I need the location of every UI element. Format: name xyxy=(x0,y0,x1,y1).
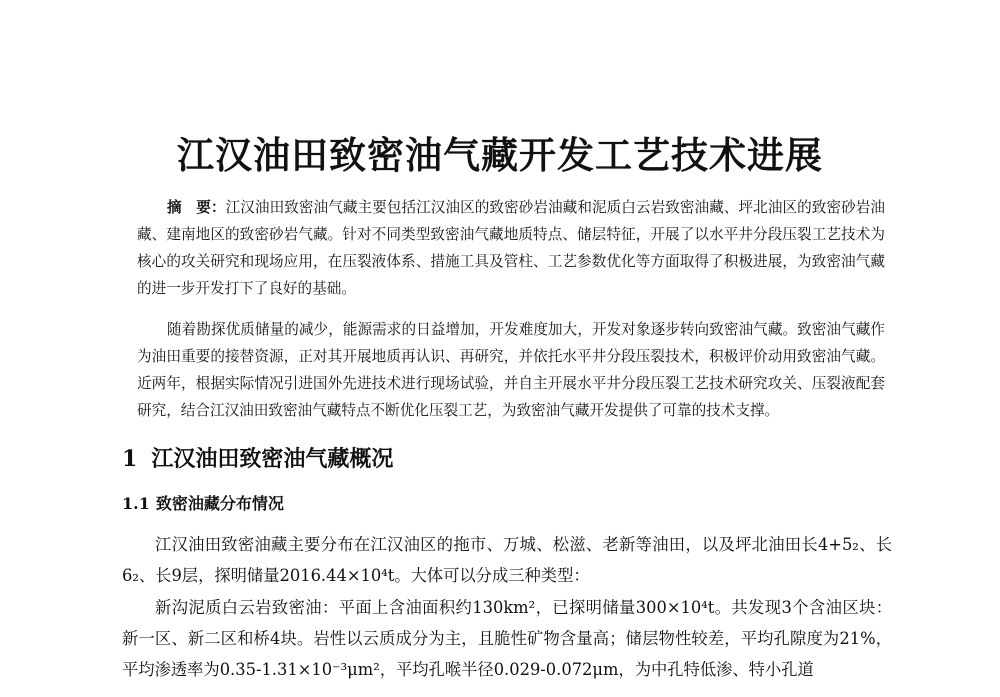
subsection-number: 1.1 xyxy=(122,494,150,513)
section-title: 江汉油田致密油气藏概况 xyxy=(151,446,394,472)
abstract xyxy=(137,194,885,302)
subsection-heading xyxy=(122,491,284,514)
intro-paragraph: 随着勘探优质储量的减少，能源需求的日益增加，开发难度加大，开发对象逐步转向致密油气藏。致密油气藏作为油田重要的接替资源，正对其开展地质再认识、再研究，并依托水平井分段压裂技术，积极评价动用致密油气藏。近两年，根据实际情况引进国外先进技术进行现场试验，并自主开展水平井分段压裂工艺技术研究攻关、压裂液配套研究，结合江汉油田致密油气藏特点不断优化压裂工艺，为致密油气藏开发提供了可靠的技术支撑。 xyxy=(137,321,885,419)
subsection-title: 致密油藏分布情况 xyxy=(155,494,284,513)
abstract-label: 摘 要： xyxy=(167,199,226,216)
body-paragraph: 江汉油田致密油藏主要分布在江汉油区的拖市、万城、松滋、老新等油田，以及坪北油田长4+5₂、长6₂、长9层，探明储量2016.44×10⁴t。大体可以分成三种类型： xyxy=(122,535,892,585)
paper-title: 江汉油田致密油气藏开发工艺技术进展 xyxy=(177,134,823,177)
section-number: 1 xyxy=(122,446,138,472)
body-paragraph: 新沟泥质白云岩致密油：平面上含油面积约130km²，已探明储量300×10⁴t。共发现3个含油区块：新一区、新二区和桥4块。岩性以云质成分为主，且脆性矿物含量高；储层物性较差，平均孔隙度为21%，平均渗透率为0.35-1.31×10⁻³μm²，平均孔喉半径0.029-0.072μm，为中孔特低渗、特小孔道 xyxy=(122,598,892,679)
section-heading xyxy=(122,442,393,473)
abstract-text: 江汉油田致密油气藏主要包括江汉油区的致密砂岩油藏和泥质白云岩致密油藏、坪北油区的致密砂岩油藏、建南地区的致密砂岩气藏。针对不同类型致密油气藏地质特点、储层特征，开展了以水平井分段压裂工艺技术为核心的攻关研究和现场应用，在压裂液体系、措施工具及管柱、工艺参数优化等方面取得了积极进展，为致密油气藏的进一步开发打下了良好的基础。 xyxy=(137,199,885,297)
